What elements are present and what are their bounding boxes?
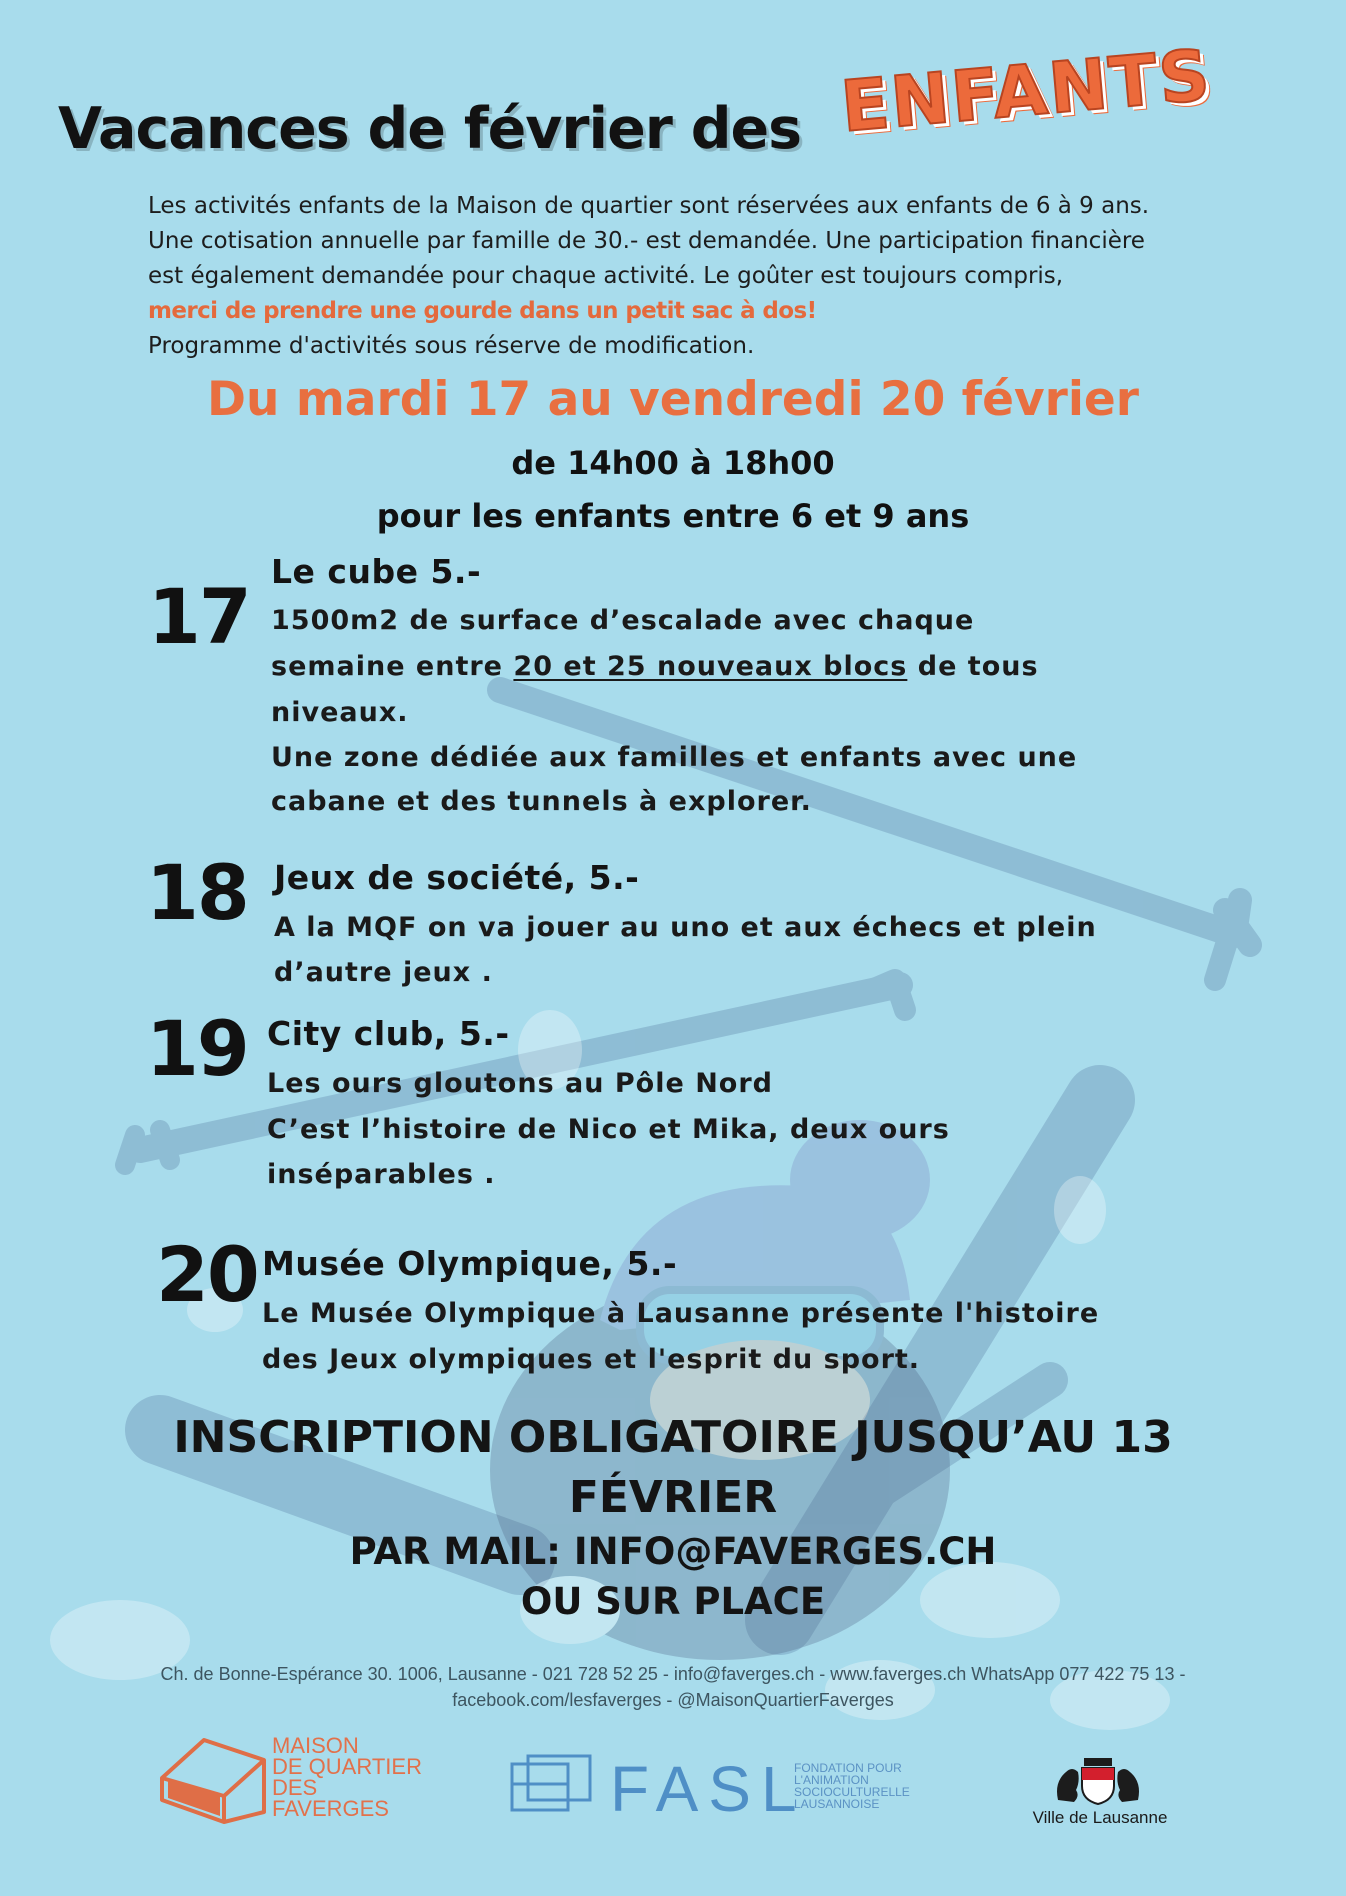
intro-line-2: Une cotisation annuelle par famille de 30.- est demandée. Une participation financière bbox=[148, 228, 1145, 254]
registration-onsite: OU SUR PLACE bbox=[520, 1580, 826, 1623]
intro-line-5: Programme d'activités sous réserve de modification. bbox=[148, 333, 755, 359]
day-number-17: 17 bbox=[148, 572, 250, 661]
intro-line-3: est également demandée pour chaque activité. Le goûter est toujours compris, bbox=[148, 263, 1064, 289]
activity-desc-18-line-1: A la MQF on va jouer au uno et aux échecs et plein bbox=[274, 912, 1097, 943]
activity-desc-18-line-2: d’autre jeux . bbox=[274, 957, 493, 988]
registration-email: PAR MAIL: INFO@FAVERGES.CH bbox=[349, 1530, 997, 1573]
activity-desc-19-line-2: C’est l’histoire de Nico et Mika, deux ours bbox=[267, 1114, 950, 1145]
intro-highlight: merci de prendre une gourde dans un petit sac à dos! bbox=[148, 298, 817, 324]
day-number-18: 18 bbox=[146, 848, 248, 937]
activity-title-19: City club, 5.- bbox=[267, 1014, 510, 1053]
activity-desc-19-line-3: inséparables . bbox=[267, 1159, 496, 1190]
activity-desc-20-line-2: des Jeux olympiques et l'esprit du sport. bbox=[262, 1344, 921, 1375]
activity-desc-17-line-1: 1500m2 de surface d’escalade avec chaque bbox=[271, 605, 975, 636]
activity-title-18: Jeux de société, 5.- bbox=[274, 858, 640, 897]
activity-title-20: Musée Olympique, 5.- bbox=[262, 1244, 678, 1283]
day-number-19: 19 bbox=[146, 1004, 248, 1093]
intro-line-1: Les activités enfants de la Maison de quartier sont réservées aux enfants de 6 à 9 ans. bbox=[148, 193, 1150, 219]
activity-title-17: Le cube 5.- bbox=[271, 552, 482, 591]
hours: de 14h00 à 18h00 bbox=[511, 444, 835, 482]
activity-desc-17-line-4: Une zone dédiée aux familles et enfants avec une bbox=[271, 742, 1078, 773]
highlighted-new-blocks: 20 et 25 nouveaux blocs bbox=[513, 651, 908, 682]
date-range: Du mardi 17 au vendredi 20 février bbox=[207, 372, 1139, 427]
fasl-logo-text: FASL bbox=[610, 1753, 807, 1825]
activity-desc-19-line-1: Les ours gloutons au Pôle Nord bbox=[267, 1068, 773, 1099]
page-title: Vacances de février des bbox=[58, 96, 802, 162]
registration-deadline: INSCRIPTION OBLIGATOIRE JUSQU’AU 13 bbox=[173, 1412, 1173, 1463]
lausanne-crest-icon bbox=[1050, 1756, 1146, 1806]
activity-desc-20-line-1: Le Musée Olympique à Lausanne présente l'histoire bbox=[262, 1298, 1100, 1329]
audience: pour les enfants entre 6 et 9 ans bbox=[376, 497, 970, 535]
activity-desc-17-line-2: semaine entre 20 et 25 nouveaux blocs de tous bbox=[271, 651, 1039, 682]
fasl-logo-icon bbox=[508, 1750, 598, 1820]
contact-address: Ch. de Bonne-Espérance 30. 1006, Lausanne - 021 728 52 25 - info@faverges.ch - www.faverges.ch WhatsApp 077 422 75 13 - bbox=[160, 1664, 1186, 1684]
maison-quartier-logo-text: MAISON DE QUARTIER DES FAVERGES bbox=[272, 1733, 422, 1821]
registration-deadline-month: FÉVRIER bbox=[568, 1472, 778, 1523]
activity-desc-17-line-3: niveaux. bbox=[271, 697, 409, 728]
fasl-logo-subtitle: FONDATION POUR L'ANIMATION SOCIOCULTURELLE LAUSANNOISE bbox=[794, 1761, 910, 1811]
page-title-accent: ENFANTS bbox=[837, 33, 1215, 148]
lausanne-logo-text: Ville de Lausanne bbox=[1032, 1808, 1168, 1827]
activity-desc-17-line-5: cabane et des tunnels à explorer. bbox=[271, 786, 812, 817]
contact-social: facebook.com/lesfaverges - @MaisonQuartierFaverges bbox=[452, 1690, 894, 1710]
day-number-20: 20 bbox=[156, 1230, 258, 1319]
